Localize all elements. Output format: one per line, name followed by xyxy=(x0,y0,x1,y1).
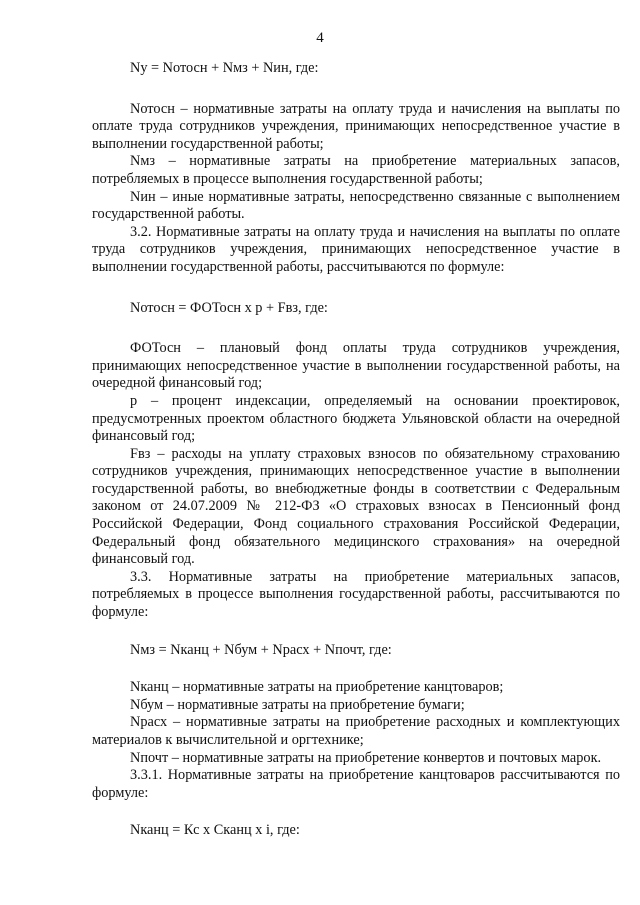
formula-line: Nотосн = ФОТосн х р + Fвз, где: xyxy=(130,299,328,316)
vertical-spacer xyxy=(92,78,620,101)
document-body xyxy=(92,60,620,840)
paragraph: Nбум – нормативные затраты на приобретение бумаги; xyxy=(130,696,465,713)
paragraph: Fвз – расходы на уплату страховых взносов по обязательному страхованию сотрудников учреждения, принимающих непосредственное участие в выполнении государственной работы, во внебюджетные фонды в соответствии с Федеральным законом от 24.07.2009 № 212-ФЗ «О страховых взносах в Пенсионный фонд Российской Федерации, Фонд социального страхования Российской Федерации, Федеральный фонд обязательного медицинского страхования» на очередной финансовый год. xyxy=(92,445,620,568)
paragraph: 3.3. Нормативные затраты на приобретение материальных запасов, потребляемых в процессе выполнения государственной работы, рассчитываются по формуле: xyxy=(92,568,620,621)
vertical-spacer xyxy=(92,277,620,300)
paragraph: р – процент индексации, определяемый на основании проектировок, предусмотренных проектом областного бюджета Ульяновской области на очередной финансовый год; xyxy=(92,392,620,445)
formula-line: Nмз = Nканц + Nбум + Nрасх + Nпочт, где: xyxy=(130,641,392,658)
paragraph: 3.3.1. Нормативные затраты на приобретение канцтоваров рассчитываются по формуле: xyxy=(92,767,620,801)
vertical-spacer xyxy=(92,622,620,642)
paragraph: ФОТосн – плановый фонд оплаты труда сотрудников учреждения, принимающих непосредственное участие в выполнении государственной работы, на очередной финансовый год; xyxy=(92,340,620,392)
vertical-spacer xyxy=(92,659,620,679)
paragraph: Nмз – нормативные затраты на приобретение материальных запасов, потребляемых в процессе выполнения государственной работы; xyxy=(92,153,620,187)
formula-line: Nканц = Кс х Сканц х i, где: xyxy=(130,822,300,839)
paragraph: Nрасх – нормативные затраты на приобретение расходных и комплектующих материалов к вычислительной и оргтехнике; xyxy=(92,714,620,748)
paragraph: Nканц – нормативные затраты на приобретение канцтоваров; xyxy=(130,679,504,696)
page-number: 4 xyxy=(316,30,324,46)
paragraph: Nотосн – нормативные затраты на оплату труда и начисления на выплаты по оплате труда сотрудников учреждения, принимающих непосредственное участие в выполнении государственной работы; xyxy=(92,100,620,152)
vertical-spacer xyxy=(92,802,620,822)
paragraph: Nин – иные нормативные затраты, непосредственно связанные с выполнением государственной работы. xyxy=(92,188,620,223)
vertical-spacer xyxy=(92,317,620,340)
paragraph: 3.2. Нормативные затраты на оплату труда и начисления на выплаты по оплате труда сотрудников учреждения, принимающих непосредственное участие в выполнении государственной работы, рассчитываются по формуле: xyxy=(92,223,620,275)
formula-line: Nу = Nотосн + Nмз + Nин, где: xyxy=(130,60,319,76)
paragraph: Nпочт – нормативные затраты на приобретение конвертов и почтовых марок. xyxy=(130,749,602,766)
